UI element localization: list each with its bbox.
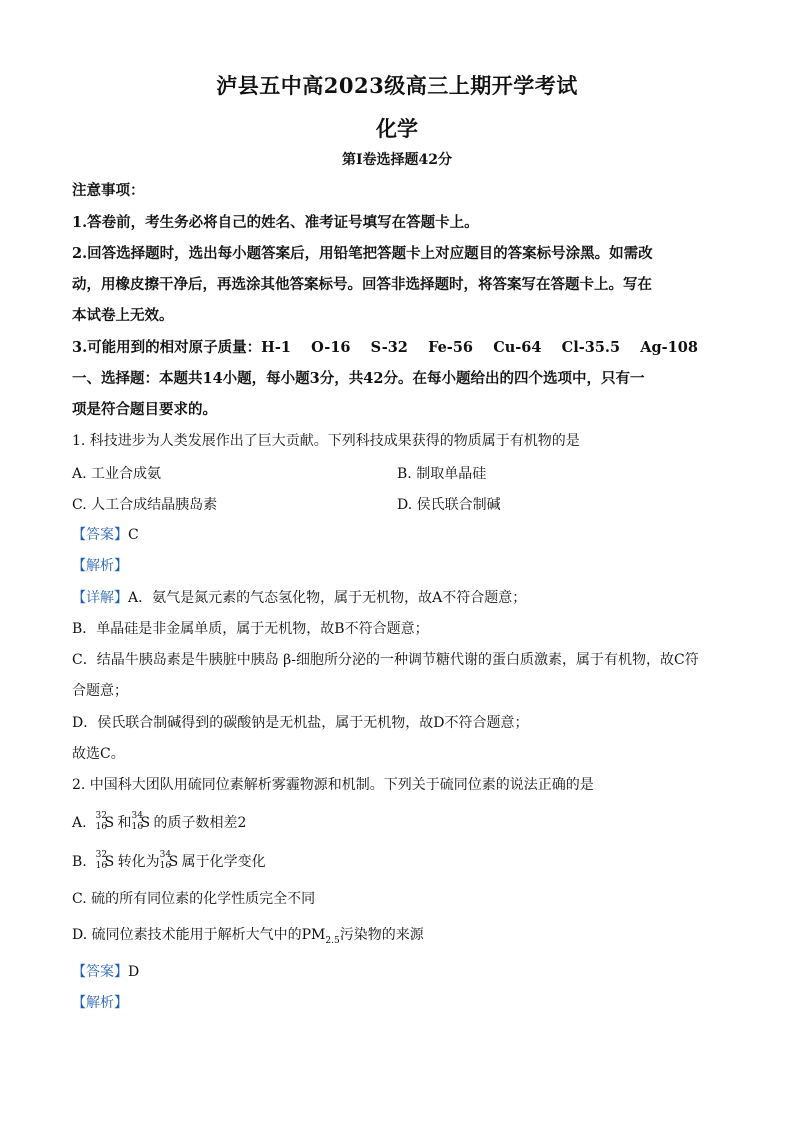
pm25-formula: $PM_{2.5}$ (301, 927, 340, 946)
q1-detail-c: C．结晶牛胰岛素是牛胰脏中胰岛 β-细胞所分泌的一种调节糖代谢的蛋白质激素，属于有机物，故C符 (72, 652, 699, 668)
q1-detail-c-cont: 合题意； (72, 683, 128, 699)
isotope-s34: 34 16 S (131, 811, 151, 832)
isotope-s32: 32 16 S (95, 811, 115, 832)
q1-analysis (72, 556, 128, 576)
notice-heading: 注意事项： (72, 182, 145, 199)
q2-stem: 2. 中国科大团队用硫同位素解析雾霾物源和机制。下列关于硫同位素的说法正确的是 (72, 777, 594, 793)
part1-instruction: 一、选择题：本题共14小题，每小题3分，共42分。在每小题给出的四个选项中，只有一 (72, 370, 645, 387)
notice-item-2-cont: 动，用橡皮擦干净后，再选涂其他答案标号。回答非选择题时，将答案写在答题卡上。写在 (72, 276, 652, 293)
q1-option-c: C. 人工合成结晶胰岛素 (72, 497, 218, 513)
q2-option-a (72, 813, 246, 833)
notice-item-2: 2.回答选择题时，选出每小题答案后，用铅笔把答题卡上对应题目的答案标号涂黑。如需改 (72, 245, 653, 262)
notice-item-2-end: 本试卷上无效。 (72, 307, 174, 324)
answer-tag: 【答案】 (72, 527, 128, 543)
isotope-s32: 32 16 S (95, 850, 115, 871)
detail-tag: 【详解】 (72, 590, 128, 606)
option-text: 属于化学变化 (181, 854, 266, 870)
section-title: 第I卷选择题42分 (341, 152, 453, 168)
q2-option-d (72, 925, 424, 951)
option-text: 和 (117, 815, 132, 831)
notice-item-3: 3.可能用到的相对原子质量：H-1 O-16 S-32 Fe-56 Cu-64 Cl-35.5 Ag-108 (72, 339, 698, 356)
analysis-tag: 【解析】 (72, 558, 128, 574)
option-text: 污染物的来源 (339, 927, 424, 943)
q1-option-d: D. 侯氏联合制碱 (397, 497, 501, 513)
option-text: D. 硫同位素技术能用于解析大气中的 (72, 927, 302, 943)
option-label: A. (72, 815, 87, 831)
option-text: 转化为 (117, 854, 160, 870)
answer-value: D (128, 964, 140, 980)
q1-detail-b: B．单晶硅是非金属单质，属于无机物，故B不符合题意； (72, 621, 429, 637)
q2-option-b (72, 852, 266, 872)
analysis-tag: 【解析】 (72, 995, 128, 1011)
q1-conclusion: 故选C。 (72, 746, 125, 762)
q2-analysis (72, 993, 128, 1013)
option-label: B. (72, 854, 87, 870)
subject-title: 化学 (376, 116, 418, 141)
isotope-s34: 34 16 S (159, 850, 179, 871)
answer-tag: 【答案】 (72, 964, 128, 980)
q2-option-c: C. 硫的所有同位素的化学性质完全不同 (72, 891, 316, 907)
exam-title: 泸县五中高2023级高三上期开学考试 (216, 73, 578, 98)
q1-option-b: B. 制取单晶硅 (397, 466, 487, 482)
option-text: 的质子数相差2 (153, 815, 247, 831)
notice-item-1: 1.答卷前，考生务必将自己的姓名、准考证号填写在答题卡上。 (72, 214, 479, 231)
q1-option-a: A. 工业合成氨 (72, 466, 162, 482)
q1-detail-d: D．侯氏联合制碱得到的碳酸钠是无机盐，属于无机物，故D不符合题意； (72, 715, 529, 731)
q1-answer (72, 525, 139, 545)
q1-stem: 1. 科技进步为人类发展作出了巨大贡献。下列科技成果获得的物质属于有机物的是 (72, 433, 580, 449)
q1-detail-a (72, 588, 526, 608)
answer-value: C (128, 527, 139, 543)
detail-a-text: A．氨气是氮元素的气态氢化物，属于无机物，故A不符合题意； (128, 590, 527, 606)
q2-answer (72, 962, 139, 982)
part1-instruction-cont: 项是符合题目要求的。 (72, 401, 217, 418)
